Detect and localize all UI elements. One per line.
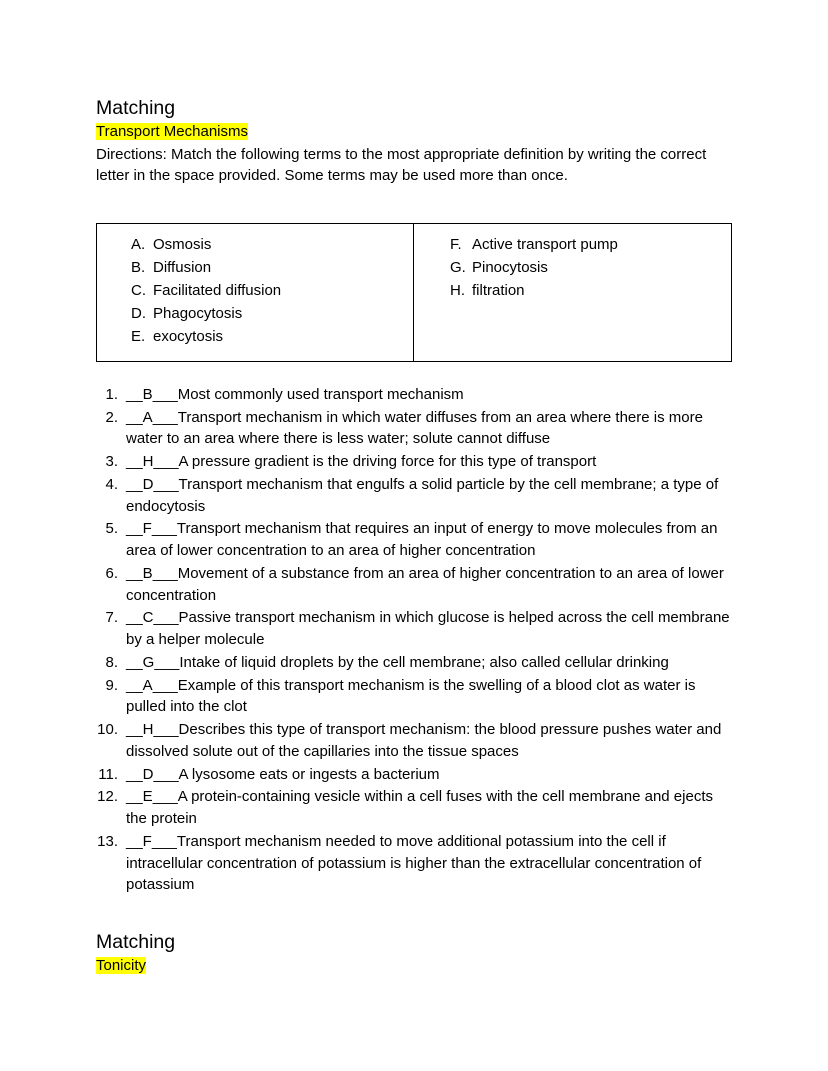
answer-blank[interactable]: __B___	[126, 564, 178, 582]
question-body	[126, 786, 732, 830]
answer-bank-item	[414, 280, 731, 303]
question-number: 1.	[105, 385, 118, 403]
answer-term: Active transport pump	[472, 236, 618, 254]
question-item	[96, 384, 732, 406]
question-item	[96, 831, 732, 896]
question-body	[126, 719, 732, 763]
answer-letter: H.	[450, 282, 465, 299]
answer-blank[interactable]: __A___	[126, 408, 178, 426]
question-text: Transport mechanism needed to move additional potassium into the cell if intracellular concentration of potassium is higher than the extracellular concentration of potassium	[126, 832, 702, 894]
question-text: A lysosome eats or ingests a bacterium	[178, 765, 440, 783]
directions-text: Directions: Match the following terms to the most appropriate definition by writing the correct letter in the space provided. Some terms may be used more than once.	[96, 145, 707, 185]
answer-bank-item	[97, 303, 413, 326]
question-number: 5.	[105, 520, 118, 538]
question-body	[126, 675, 732, 719]
answer-bank-column-left	[97, 224, 414, 361]
answer-blank[interactable]: __C___	[126, 609, 179, 627]
answer-term: Phagocytosis	[153, 304, 243, 322]
section-title-matching-2: Matching	[96, 931, 176, 954]
answer-bank-item	[414, 257, 731, 280]
answer-bank-item	[414, 234, 731, 257]
question-number: 12.	[97, 788, 118, 806]
question-text: Describes this type of transport mechanism: the blood pressure pushes water and dissolved solute out of the capillaries into the tissue spaces	[126, 721, 722, 760]
question-text: Intake of liquid droplets by the cell membrane; also called cellular drinking	[179, 653, 669, 671]
question-body	[126, 652, 732, 674]
answer-blank[interactable]: __H___	[126, 453, 179, 471]
question-text: Most commonly used transport mechanism	[177, 385, 464, 403]
question-item	[96, 451, 732, 473]
page-title: Matching	[96, 97, 176, 119]
question-text: Transport mechanism in which water diffuses from an area where there is more water to an area where there is less water; solute cannot diffuse	[126, 408, 703, 448]
question-body	[126, 607, 732, 651]
question-item	[96, 786, 732, 830]
question-body	[126, 831, 732, 896]
answer-blank[interactable]: __D___	[126, 475, 179, 493]
answer-letter: D.	[131, 304, 146, 322]
answer-term: Facilitated diffusion	[153, 282, 282, 299]
question-text: A pressure gradient is the driving force for this type of transport	[178, 453, 597, 471]
question-body	[126, 384, 732, 406]
answer-letter: B.	[131, 259, 146, 277]
question-body	[126, 764, 732, 786]
answer-letter: G.	[450, 259, 466, 277]
answer-term: exocytosis	[153, 327, 224, 345]
question-number: 3.	[105, 453, 118, 471]
answer-blank[interactable]: __A___	[126, 676, 178, 694]
question-text: Passive transport mechanism in which glucose is helped across the cell membrane by a helper molecule	[126, 609, 730, 649]
question-list	[96, 384, 732, 896]
question-number: 4.	[105, 475, 118, 493]
answer-bank-box	[96, 223, 732, 362]
question-item	[96, 652, 732, 674]
answer-blank[interactable]: __B___	[126, 385, 178, 403]
question-number: 7.	[105, 609, 118, 627]
question-number: 8.	[105, 653, 118, 671]
question-text: Example of this transport mechanism is the swelling of a blood clot as water is pulled into the clot	[126, 676, 696, 716]
question-text: A protein-containing vesicle within a cell fuses with the cell membrane and ejects the protein	[126, 788, 713, 828]
question-item	[96, 474, 732, 518]
answer-letter: C.	[131, 282, 146, 299]
answer-blank[interactable]: __H___	[126, 721, 179, 739]
section-subtitle-tonicity: Tonicity	[96, 957, 147, 975]
answer-bank-item	[97, 326, 413, 349]
question-text: Transport mechanism that engulfs a solid particle by the cell membrane; a type of endocytosis	[126, 475, 719, 515]
answer-letter: A.	[131, 236, 146, 254]
answer-letter: F.	[450, 236, 462, 254]
question-number: 6.	[105, 564, 118, 582]
question-item	[96, 407, 732, 451]
answer-term: filtration	[472, 282, 525, 299]
question-item	[96, 675, 732, 719]
question-number: 13.	[97, 832, 118, 850]
answer-blank[interactable]: __D___	[126, 765, 179, 783]
answer-term: Diffusion	[153, 259, 212, 277]
answer-blank[interactable]: __F___	[126, 520, 177, 538]
question-body	[126, 407, 732, 451]
question-text: Movement of a substance from an area of higher concentration to an area of lower concentration	[126, 564, 724, 604]
answer-bank-item	[97, 257, 413, 280]
answer-bank-item	[97, 234, 413, 257]
question-body	[126, 518, 732, 562]
answer-term: Pinocytosis	[472, 259, 548, 277]
section-tonicity	[96, 930, 732, 977]
question-body	[126, 563, 732, 607]
answer-bank-item	[97, 280, 413, 303]
question-item	[96, 764, 732, 786]
question-number: 11.	[98, 765, 118, 783]
question-item	[96, 719, 732, 763]
question-item	[96, 518, 732, 562]
question-body	[126, 474, 732, 518]
answer-bank-column-right	[414, 224, 731, 361]
question-text: Transport mechanism that requires an input of energy to move molecules from an area of lower concentration to an area of higher concentration	[126, 520, 718, 560]
question-number: 10.	[97, 721, 118, 739]
question-number: 9.	[105, 676, 118, 694]
question-number: 2.	[105, 408, 118, 426]
section-subtitle-transport-mechanisms: Transport Mechanisms	[96, 123, 248, 141]
question-body	[126, 451, 732, 473]
answer-blank[interactable]: __F___	[126, 832, 177, 850]
question-item	[96, 607, 732, 651]
answer-blank[interactable]: __E___	[126, 788, 178, 806]
answer-term: Osmosis	[153, 236, 212, 254]
question-item	[96, 563, 732, 607]
answer-letter: E.	[131, 327, 146, 345]
section-subtitle-wrapper	[96, 122, 732, 142]
answer-blank[interactable]: __G___	[126, 653, 180, 671]
section-subtitle-wrapper-2	[96, 956, 732, 976]
